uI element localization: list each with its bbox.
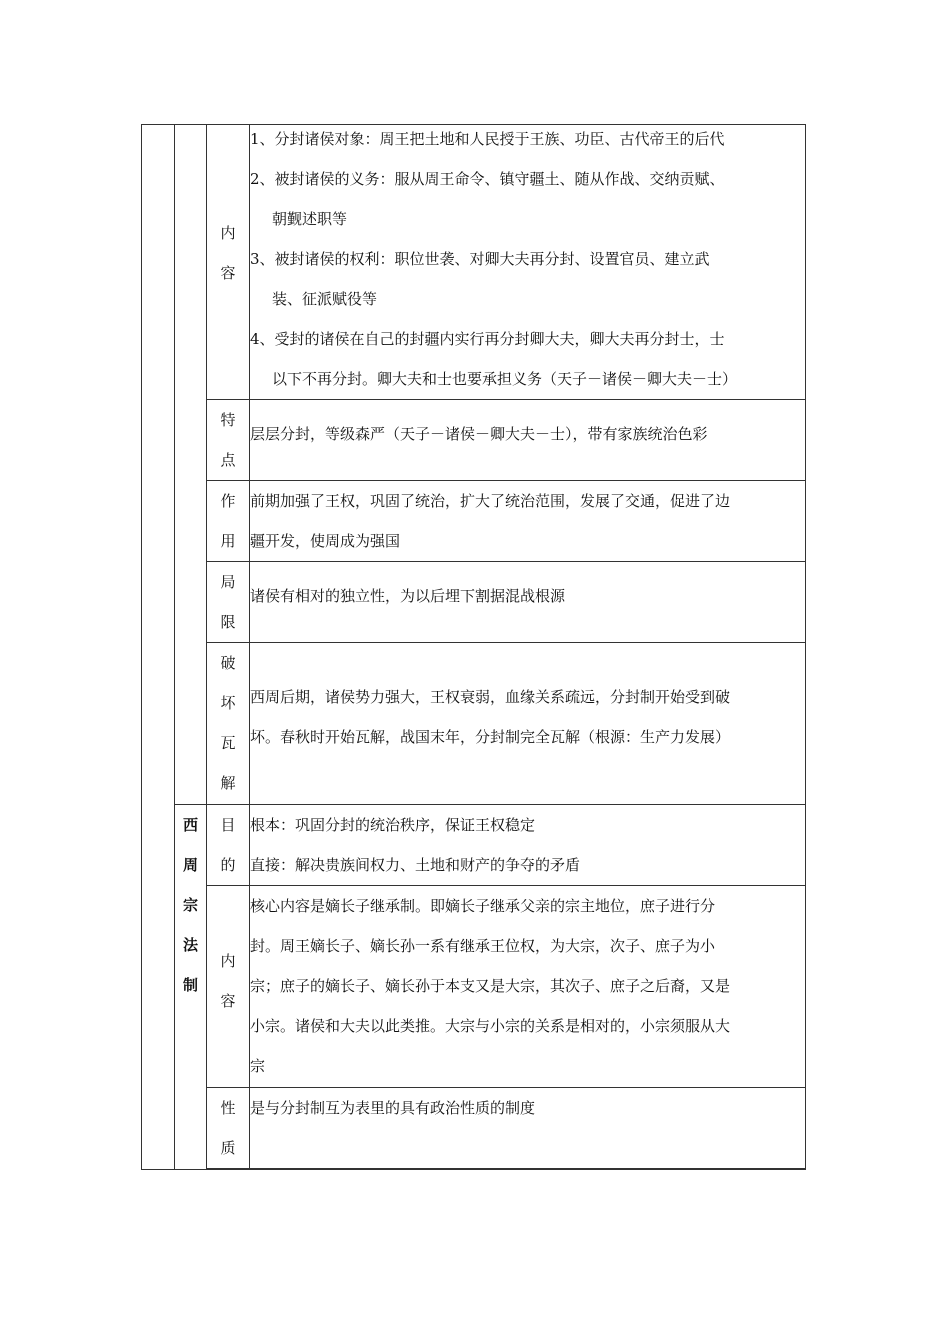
label-xingzhi: 性 质 bbox=[207, 1088, 250, 1169]
row-fenfeng-zuoyong bbox=[142, 481, 806, 562]
row-zongfa-mudi bbox=[142, 805, 806, 886]
neirong-item-4: 4、受封的诸侯在自己的封疆内实行再分封卿大夫，卿大夫再分封士，士 bbox=[250, 330, 725, 348]
neirong-item-1: 1、分封诸侯对象：周王把土地和人民授于王族、功臣、古代帝王的后代 bbox=[250, 130, 725, 148]
row-fenfeng-neirong bbox=[142, 125, 806, 400]
cell-neirong: 1、分封诸侯对象：周王把土地和人民授于王族、功臣、古代帝王的后代 2、被封诸侯的义务：服从周王命令、镇守疆土、随从作战、交纳贡赋、 朝觐述职等 3、被封诸侯的权利：职位世袭、对卿大夫再分封、设置官员、建立武 装、征派赋役等 4、受封的诸侯在自己的封疆内实行再分封卿大夫，卿大夫再分封士，士 以下不再分封。卿大夫和士也要承担义务（天子－诸侯－卿大夫－士） bbox=[250, 125, 806, 400]
label-mudi: 目 的 bbox=[207, 805, 250, 886]
row-fenfeng-juxian bbox=[142, 562, 806, 643]
cell-pohuai: 西周后期，诸侯势力强大，王权衰弱，血缘关系疏远，分封制开始受到破 坏。春秋时开始瓦解，战国末年，分封制完全瓦解（根源：生产力发展） bbox=[250, 643, 806, 805]
cell-juxian: 诸侯有相对的独立性，为以后埋下割据混战根源 bbox=[250, 562, 806, 643]
cell-zuoyong: 前期加强了王权，巩固了统治，扩大了统治范围，发展了交通，促进了边 疆开发，使周成为强国 bbox=[250, 481, 806, 562]
label-juxian: 局 限 bbox=[207, 562, 250, 643]
cell-zongfa-neirong: 核心内容是嫡长子继承制。即嫡长子继承父亲的宗主地位，庶子进行分 封。周王嫡长子、嫡长孙一系有继承王位权，为大宗，次子、庶子为小 宗；庶子的嫡长子、嫡长孙于本支又是大宗，其次子、庶子之后裔，又是 小宗。诸侯和大夫以此类推。大宗与小宗的关系是相对的，小宗须服从大 宗 bbox=[250, 886, 806, 1088]
row-fenfeng-tedian bbox=[142, 400, 806, 481]
outer-column bbox=[142, 125, 175, 1170]
fenfeng-column bbox=[175, 125, 207, 805]
row-zongfa-xingzhi bbox=[142, 1088, 806, 1169]
row-fenfeng-pohuai bbox=[142, 643, 806, 805]
label-tedian: 特 点 bbox=[207, 400, 250, 481]
label-zongfa-neirong: 内 容 bbox=[207, 886, 250, 1088]
row-zongfa-neirong bbox=[142, 886, 806, 1088]
cell-mudi: 根本：巩固分封的统治秩序，保证王权稳定 直接：解决贵族间权力、土地和财产的争夺的矛盾 bbox=[250, 805, 806, 886]
label-neirong: 内 容 bbox=[207, 125, 250, 400]
neirong-item-3: 3、被封诸侯的权利：职位世袭、对卿大夫再分封、设置官员、建立武 bbox=[250, 250, 710, 268]
neirong-item-2: 2、被封诸侯的义务：服从周王命令、镇守疆土、随从作战、交纳贡赋、 bbox=[250, 170, 725, 188]
title-zongfa: 西 周 宗 法 制 bbox=[175, 805, 207, 1170]
cell-xingzhi: 是与分封制互为表里的具有政治性质的制度 bbox=[250, 1088, 806, 1169]
label-pohuai: 破 坏 瓦 解 bbox=[207, 643, 250, 805]
cell-tedian: 层层分封，等级森严（天子－诸侯－卿大夫－士），带有家族统治色彩 bbox=[250, 400, 806, 481]
history-table bbox=[141, 124, 806, 1170]
label-zuoyong: 作 用 bbox=[207, 481, 250, 562]
